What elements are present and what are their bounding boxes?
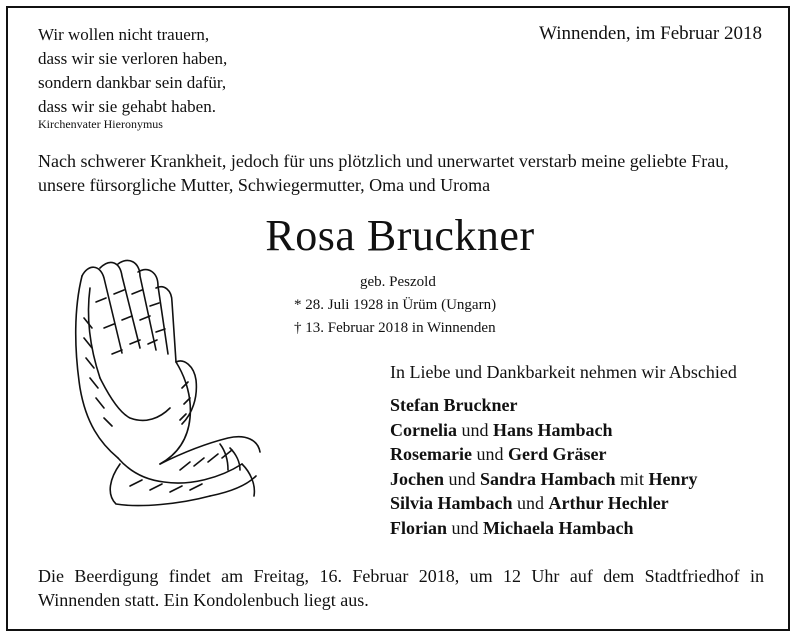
family-list [390,393,698,540]
funeral-line: Winnenden statt. Ein Kondolenbuch liegt aus. [38,590,369,610]
quote-line: dass wir sie gehabt haben. [38,97,216,116]
place-date: Winnenden, im Februar 2018 [539,23,762,44]
family-member: Silvia Hambach und Arthur Hechler [390,493,669,513]
praying-hands-icon [60,258,265,508]
intro-line: Nach schwerer Krankheit, jedoch für uns plötzlich und unerwartet verstarb meine geliebte Frau, [38,151,729,171]
birth-date: * 28. Juli 1928 in Ürüm (Ungarn) [294,297,497,313]
quote-line: sondern dankbar sein dafür, [38,73,227,92]
death-date: † 13. Februar 2018 in Winnenden [294,320,496,336]
family-member: Stefan Bruckner [390,395,518,415]
quote-line: dass wir sie verloren haben, [38,49,228,68]
funeral-line: Die Beerdigung findet am Freitag, 16. Februar 2018, um 12 Uhr auf dem Stadtfriedhof in [38,566,764,586]
family-member: Cornelia und Hans Hambach [390,419,613,440]
funeral-info [38,564,764,612]
intro-text [38,149,729,197]
quote-line: Wir wollen nicht trauern, [38,25,210,44]
birth-name: geb. Peszold [360,274,436,290]
farewell-text: In Liebe und Dankbarkeit nehmen wir Abschied [390,362,737,382]
deceased-name: Rosa Bruckner [265,211,535,260]
quote-author: Kirchenvater Hieronymus [38,117,163,131]
intro-line: unsere fürsorgliche Mutter, Schwiegermutter, Oma und Uroma [38,175,491,195]
family-member: Jochen und Sandra Hambach mit Henry [390,468,698,489]
quote [38,23,227,119]
family-member: Florian und Michaela Hambach [390,517,634,538]
family-member: Rosemarie und Gerd Gräser [390,444,607,464]
